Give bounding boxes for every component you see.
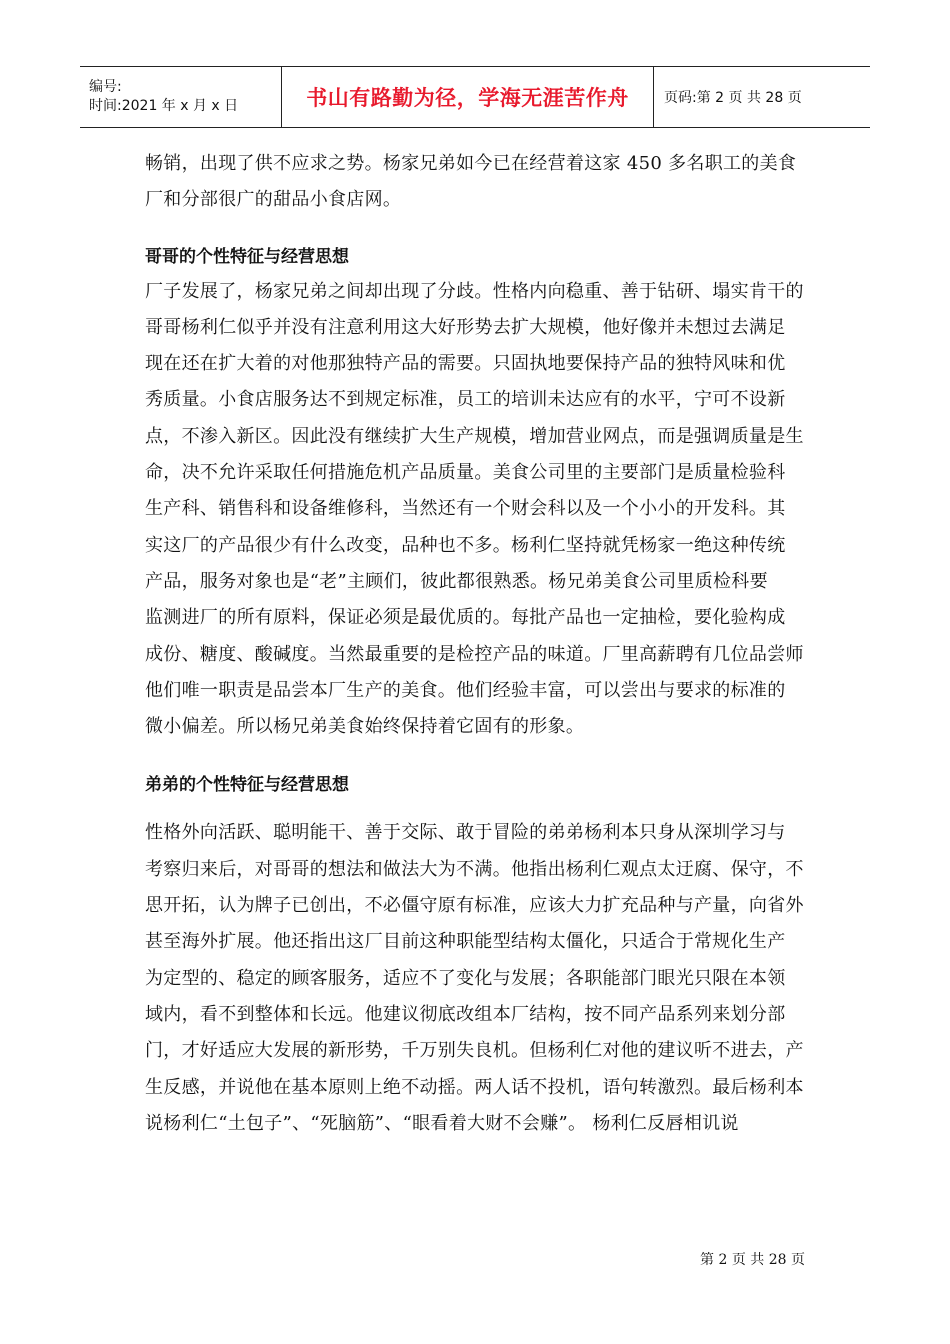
header-motto	[282, 67, 654, 127]
paragraph-elder-brother: 厂子发展了，杨家兄弟之间却出现了分歧。性格内向稳重、善于钻研、塌实肯干的 哥哥杨利仁似乎并没有注意利用这大好形势去扩大规模，他好像并未想过去满足 现在还在扩大着的对他那独特产品的需要。只固执地要保持产品的独特风味和优 秀质量。小食店服务达不到规定标准，员工的培训未达应有的水平，宁可不设新 点，不渗入新区。因此没有继续扩大生产规模，增加营业网点，而是强调质量是生 命，决不允许采取任何措施危机产品质量。美食公司里的主要部门是质量检验科 生产科、销售科和设备维修科，当然还有一个财会科以及一个小小的开发科。其 实这厂的产品很少有什么改变，品种也不多。杨利仁坚持就凭杨家一绝这种传统 产品，服务对象也是“老”主顾们，彼此都很熟悉。杨兄弟美食公司里质检科要 监测进厂的所有原料，保证必须是最优质的。每批产品也一定抽检，要化验构成 成份、糖度、酸碱度。当然最重要的是检控产品的味道。厂里高薪聘有几位品尝师 他们唯一职责是品尝本厂生产的美食。他们经验丰富，可以尝出与要求的标准的 微小偏差。所以杨兄弟美食始终保持着它固有的形象。	[145, 280, 804, 738]
paragraph-younger-brother: 性格外向活跃、聪明能干、善于交际、敢于冒险的弟弟杨利本只身从深圳学习与 考察归来后，对哥哥的想法和做法大为不满。他指出杨利仁观点太迂腐、保守，不 思开拓，认为牌子已创出，不必僵守原有标准，应该大力扩充品种与产量，向省外 甚至海外扩展。他还指出这厂目前这种职能型结构太僵化，只适合于常规化生产 为定型的、稳定的顾客服务，适应不了变化与发展；各职能部门眼光只限在本领 域内，看不到整体和长远。他建议彻底改组本厂结构，按不同产品系列来划分部 门，才好适应大发展的新形势，千万别失良机。但杨利仁对他的建议听不进去，产 生反感，并说他在基本原则上绝不动摇。两人话不投机，语句转激烈。最后杨利本 说杨利仁“土包子”、“死脑筋”、“眼看着大财不会赚”。 杨利仁反唇相讥说	[145, 822, 804, 1134]
paragraph-intro: 畅销，出现了供不应求之势。杨家兄弟如今已在经营着这家 450 多名职工的美食 厂和分部很广的甜品小食店网。	[145, 153, 797, 211]
document-number-label: 编号:	[89, 79, 122, 95]
motto-text: 书山有路勤为径，学海无涯苦作舟	[306, 86, 629, 110]
footer-page-number: 第 2 页 共 28 页	[700, 1252, 805, 1268]
page-footer	[700, 1249, 805, 1269]
header-page-info	[654, 67, 870, 127]
page-info-text: 页码:第 2 页 共 28 页	[664, 90, 802, 106]
page-header	[80, 66, 870, 128]
document-date: 时间:2021 年 x 月 x 日	[89, 98, 239, 114]
section-heading-elder-brother: 哥哥的个性特征与经营思想	[145, 246, 349, 267]
header-meta	[80, 67, 282, 127]
document-body	[145, 146, 811, 1142]
section-heading-younger-brother: 弟弟的个性特征与经营思想	[145, 775, 349, 796]
